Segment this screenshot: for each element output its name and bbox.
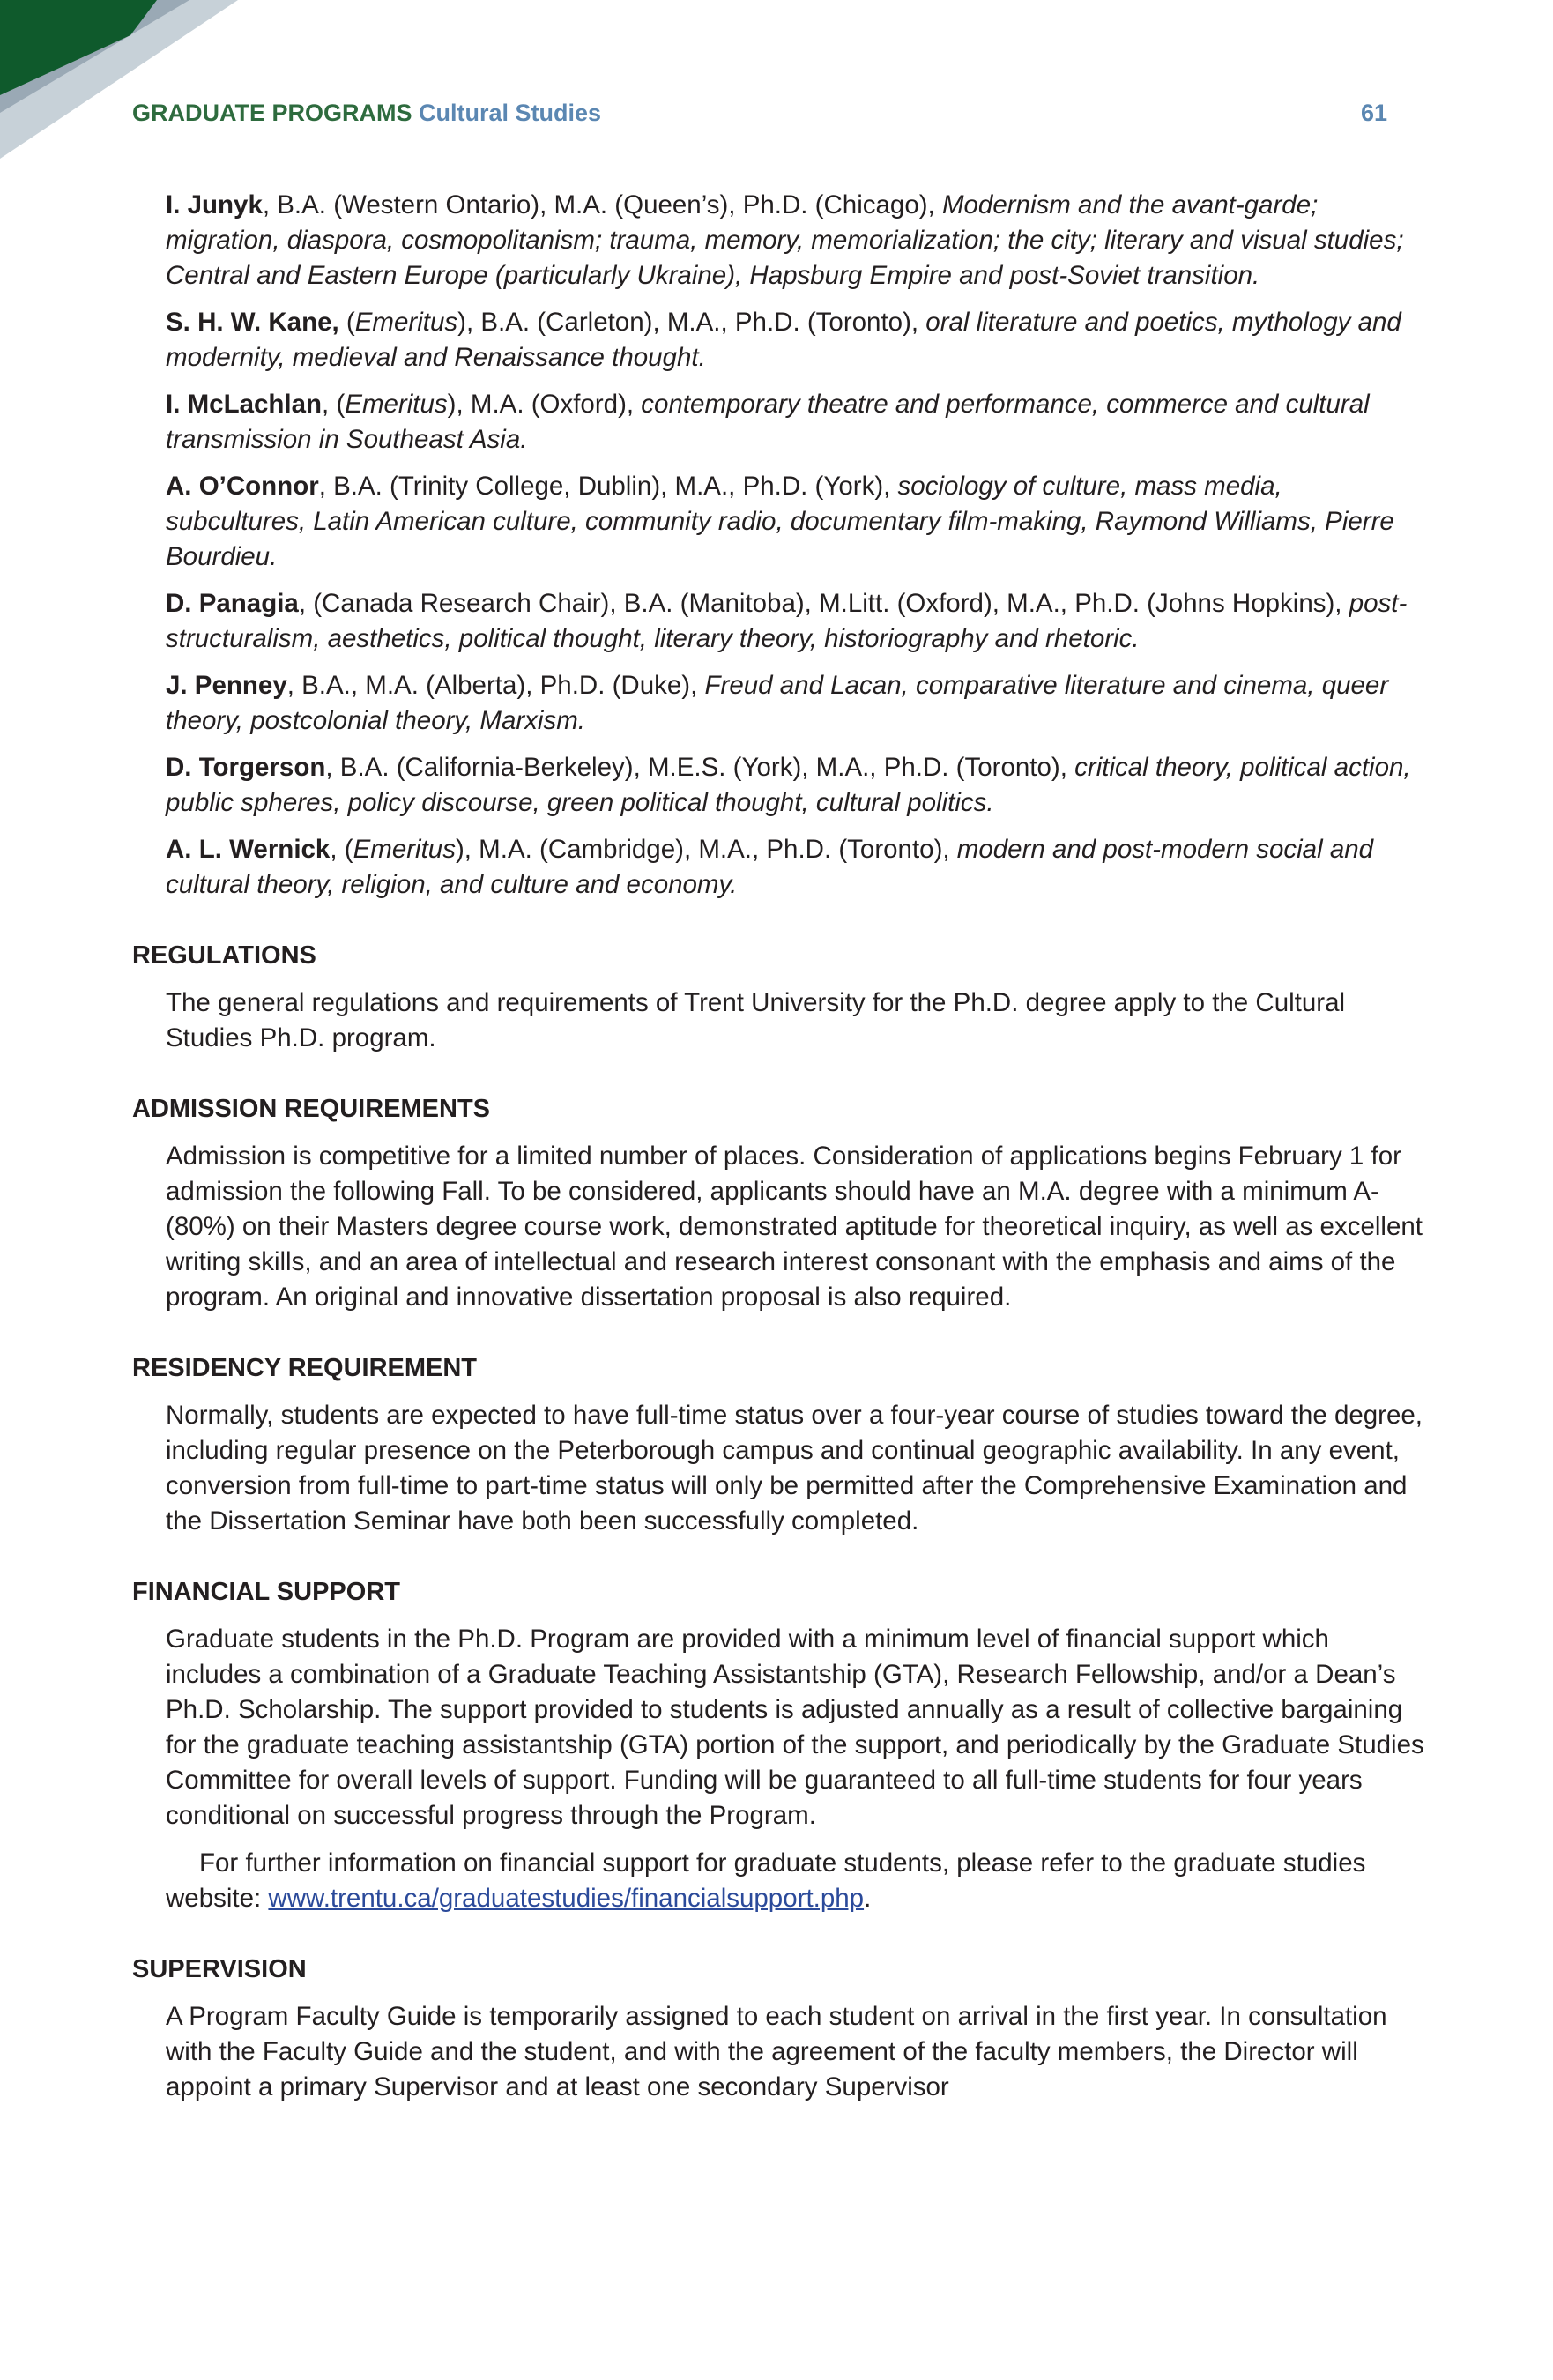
faculty-pre: (	[338, 308, 355, 337]
financial-support-link[interactable]: www.trentu.ca/graduatestudies/financialsupport.php	[268, 1884, 865, 1913]
faculty-entry	[166, 305, 1428, 376]
financial-further-info	[166, 1846, 1428, 1916]
header-section: GRADUATE PROGRAMS	[132, 100, 412, 126]
faculty-name: S. H. W. Kane,	[166, 308, 339, 337]
faculty-details: , B.A. (Trinity College, Dublin), M.A., Ph.D. (York),	[318, 472, 898, 501]
section-heading-financial: FINANCIAL SUPPORT	[132, 1578, 400, 1606]
faculty-details: , B.A. (Western Ontario), M.A. (Queen’s), Ph.D. (Chicago),	[262, 190, 942, 219]
header-subsection: Cultural Studies	[419, 100, 602, 126]
faculty-pre: , (	[322, 390, 346, 419]
running-header	[132, 100, 1387, 135]
faculty-interests: critical theory, political action, public spheres, policy discourse, green political thought, cultural politics.	[166, 753, 1411, 817]
faculty-emeritus: Emeritus	[345, 390, 448, 419]
admission-text: Admission is competitive for a limited number of places. Consideration of applications begins February 1 for admission the following Fall. To be considered, applicants should have an M.A. degree with a minimum A- (80%) on their Masters degree course work, demonstrated aptitude for theoretical inquiry, as well as excellent writing skills, and an area of intellectual and research interest consonant with the emphasis and aims of the program. An original and innovative dissertation proposal is also required.	[166, 1142, 1423, 1312]
faculty-interests: post-structuralism, aesthetics, political thought, literary theory, historiography and rhetoric.	[166, 589, 1408, 653]
faculty-interests: oral literature and poetics, mythology and modernity, medieval and Renaissance thought.	[166, 308, 1401, 372]
faculty-details: , B.A., M.A. (Alberta), Ph.D. (Duke),	[286, 671, 705, 700]
regulations-text: The general regulations and requirements of Trent University for the Ph.D. degree apply to the Cultural Studies Ph.D. program.	[166, 988, 1346, 1052]
faculty-entry	[166, 832, 1428, 903]
faculty-name: A. L. Wernick	[166, 835, 331, 864]
faculty-interests: contemporary theatre and performance, commerce and cultural transmission in Southeast Asia.	[166, 390, 1370, 454]
page-number: 61	[1360, 100, 1387, 126]
faculty-details: ), M.A. (Oxford),	[447, 390, 642, 419]
faculty-entry	[166, 586, 1428, 657]
faculty-name: I. McLachlan	[166, 390, 323, 419]
further-info-suffix: .	[864, 1884, 872, 1913]
faculty-entry	[166, 188, 1428, 294]
faculty-name: J. Penney	[166, 671, 287, 700]
faculty-interests: Modernism and the avant-garde; migration, diaspora, cosmopolitanism; trauma, memory, memorialization; the city; literary and visual studies; Central and Eastern Europe (particularly Ukraine), Hapsburg Empire and post-Soviet transition.	[166, 190, 1404, 290]
faculty-entry	[166, 750, 1428, 821]
faculty-emeritus: Emeritus	[353, 835, 456, 864]
faculty-name: I. Junyk	[166, 190, 263, 219]
faculty-interests: Freud and Lacan, comparative literature and cinema, queer theory, postcolonial theory, Marxism.	[166, 671, 1389, 735]
faculty-entry	[166, 469, 1428, 575]
supervision-text: A Program Faculty Guide is temporarily assigned to each student on arrival in the first year. In consultation with the Faculty Guide and the student, and with the agreement of the faculty members, the Director will appoint a primary Supervisor and at least one secondary Supervisor	[166, 2002, 1387, 2101]
faculty-entry	[166, 668, 1428, 739]
faculty-details: , (Canada Research Chair), B.A. (Manitoba), M.Litt. (Oxford), M.A., Ph.D. (Johns Hopkins),	[298, 589, 1349, 618]
faculty-details: ), B.A. (Carleton), M.A., Ph.D. (Toronto),	[457, 308, 926, 337]
section-heading-supervision: SUPERVISION	[132, 1955, 307, 1983]
faculty-interests: sociology of culture, mass media, subcultures, Latin American culture, community radio, documentary film-making, Raymond Williams, Pierre Bourdieu.	[166, 472, 1394, 571]
further-info-prefix: For further information on financial support for graduate students, please refer to the graduate studies website:	[166, 1848, 1366, 1913]
faculty-details: , B.A. (California-Berkeley), M.E.S. (York), M.A., Ph.D. (Toronto),	[325, 753, 1075, 782]
faculty-details: ), M.A. (Cambridge), M.A., Ph.D. (Toronto),	[455, 835, 957, 864]
faculty-emeritus: Emeritus	[354, 308, 458, 337]
section-heading-admission: ADMISSION REQUIREMENTS	[132, 1095, 491, 1123]
page-content	[132, 188, 1428, 2117]
faculty-entry	[166, 387, 1428, 457]
financial-text: Graduate students in the Ph.D. Program are provided with a minimum level of financial support which includes a combination of a Graduate Teaching Assistantship (GTA), Research Fellowship, and/or a Dean’s Ph.D. Scholarship. The support provided to students is adjusted annually as a result of collective bargaining for the graduate teaching assistantship (GTA) portion of the support, and periodically by the Graduate Studies Committee for overall levels of support. Funding will be guaranteed to all full-time students for four years conditional on successful progress through the Program.	[166, 1625, 1424, 1830]
corner-decoration	[0, 0, 264, 159]
faculty-name: D. Torgerson	[166, 753, 326, 782]
faculty-name: D. Panagia	[166, 589, 299, 618]
faculty-pre: , (	[330, 835, 353, 864]
section-heading-residency: RESIDENCY REQUIREMENT	[132, 1354, 478, 1382]
residency-text: Normally, students are expected to have full-time status over a four-year course of studies toward the degree, including regular presence on the Peterborough campus and continual geographic availability. In any event, conversion from full-time to part-time status will only be permitted after the Comprehensive Examination and the Dissertation Seminar have both been successfully completed.	[166, 1401, 1423, 1536]
faculty-interests: modern and post-modern social and cultural theory, religion, and culture and economy.	[166, 835, 1374, 899]
faculty-name: A. O’Connor	[166, 472, 319, 501]
section-heading-regulations: REGULATIONS	[132, 941, 316, 970]
